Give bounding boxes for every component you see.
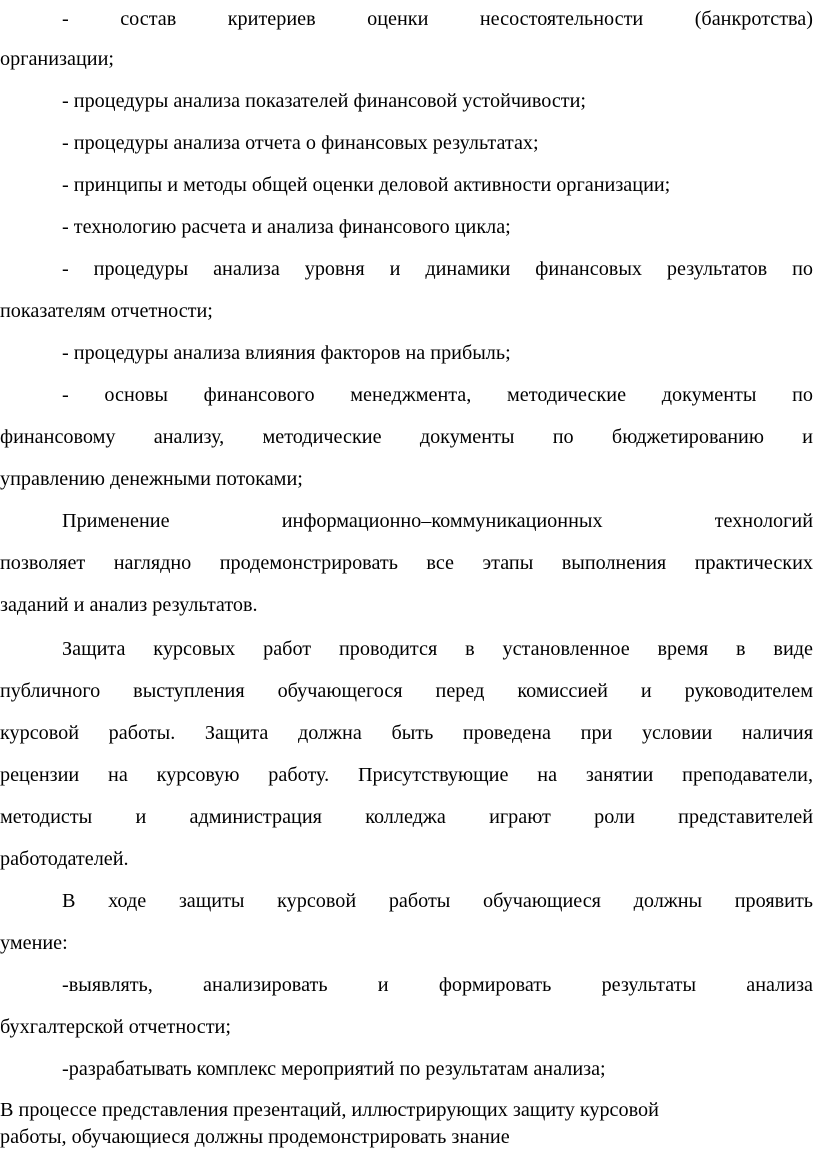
text-line: - процедуры анализа уровня и динамики финансовых результатов по <box>62 258 813 280</box>
text-line: Защита курсовых работ проводится в установленное время в виде <box>62 638 813 660</box>
text-line: публичного выступления обучающегося перед комиссией и руководителем <box>0 680 813 702</box>
text-line: работодателей. <box>0 848 129 870</box>
text-line: В процессе представления презентаций, иллюстрирующих защиту курсовой <box>0 1099 659 1121</box>
text-line: В ходе защиты курсовой работы обучающиеся должны проявить <box>62 890 813 912</box>
text-line: позволяет наглядно продемонстрировать все этапы выполнения практических <box>0 552 813 574</box>
text-line: рецензии на курсовую работу. Присутствующие на занятии преподаватели, <box>0 764 813 786</box>
text-line: -разрабатывать комплекс мероприятий по результатам анализа; <box>62 1058 606 1080</box>
text-line: Применение информационно–коммуникационных технологий <box>62 510 813 532</box>
text-line: -выявлять, анализировать и формировать результаты анализа <box>62 974 813 996</box>
text-line: - технологию расчета и анализа финансового цикла; <box>62 216 511 238</box>
text-line: показателям отчетности; <box>0 300 213 322</box>
text-line: - процедуры анализа отчета о финансовых результатах; <box>62 132 539 154</box>
text-line: - процедуры анализа показателей финансовой устойчивости; <box>62 90 587 112</box>
text-line: курсовой работы. Защита должна быть проведена при условии наличия <box>0 722 813 744</box>
text-line: методисты и администрация колледжа играют роли представителей <box>0 806 813 828</box>
text-line: - принципы и методы общей оценки деловой активности организации; <box>62 174 671 196</box>
text-line: умение: <box>0 932 68 954</box>
text-line: работы, обучающиеся должны продемонстрировать знание <box>0 1126 510 1148</box>
text-line: управлению денежными потоками; <box>0 468 303 490</box>
text-line: - процедуры анализа влияния факторов на прибыль; <box>62 342 511 364</box>
text-line: заданий и анализ результатов. <box>0 594 258 616</box>
text-line: организации; <box>0 48 114 70</box>
text-line: финансовому анализу, методические документы по бюджетированию и <box>0 426 813 448</box>
text-line: - основы финансового менеджмента, методические документы по <box>62 384 813 406</box>
text-line: бухгалтерской отчетности; <box>0 1016 231 1038</box>
text-line: - состав критериев оценки несостоятельности (банкротства) <box>62 8 813 30</box>
